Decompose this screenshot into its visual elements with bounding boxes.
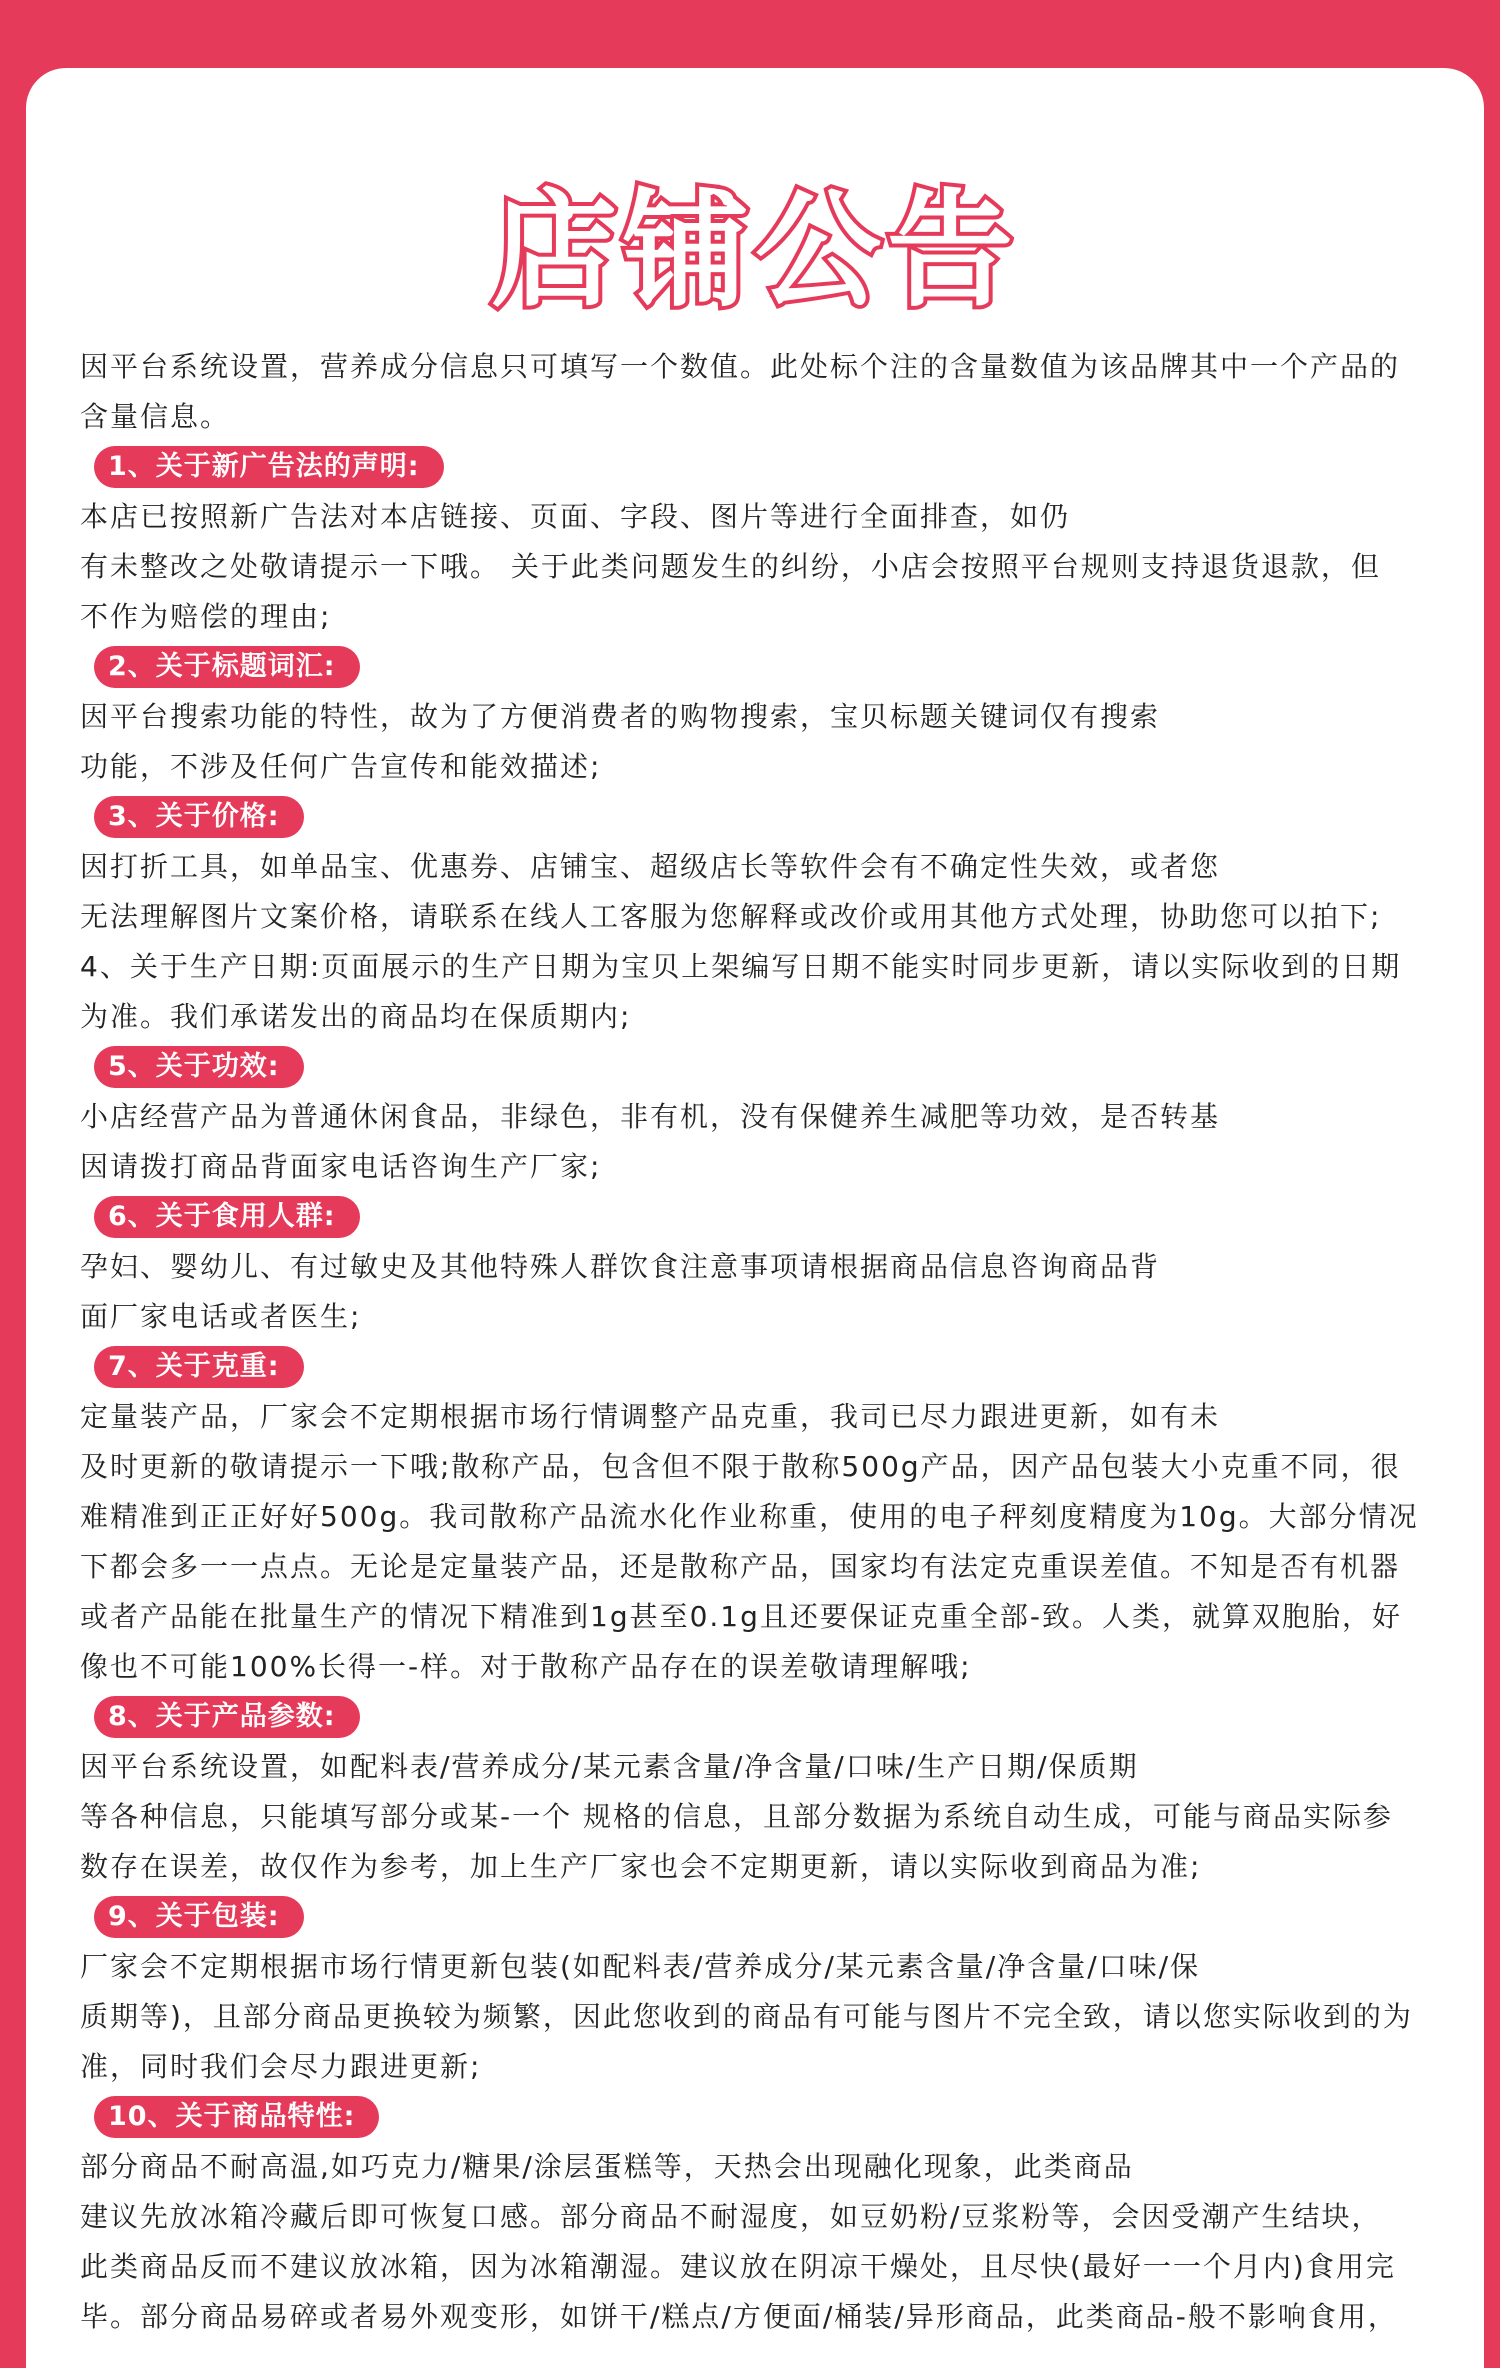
- section-line: 孕妇、婴幼儿、有过敏史及其他特殊人群饮食注意事项请根据商品信息咨询商品背: [80, 1250, 1161, 1283]
- section-line: 为准。我们承诺发出的商品均在保质期内;: [80, 1000, 632, 1033]
- section-heading: 2、关于标题词汇:: [94, 646, 360, 688]
- section-line: 等各种信息，只能填写部分或某-一个 规格的信息，且部分数据为系统自动生成，可能与商品实际参: [80, 1800, 1394, 1833]
- section-9: [80, 1892, 1460, 2092]
- section-heading: 6、关于食用人群:: [94, 1196, 360, 1238]
- section-line: 因请拨打商品背面家电话咨询生产厂家;: [80, 1150, 602, 1183]
- section-line: 数存在误差，故仅作为参考，加上生产厂家也会不定期更新，请以实际收到商品为准;: [80, 1850, 1202, 1883]
- section-line: 因平台系统设置，如配料表/营养成分/某元素含量/净含量/口味/生产日期/保质期: [80, 1750, 1139, 1783]
- section-line: 部分商品不耐高温,如巧克力/糖果/涂层蛋糕等，天热会出现融化现象，此类商品: [80, 2150, 1134, 2183]
- section-heading: 5、关于功效:: [94, 1046, 304, 1088]
- section-heading: 7、关于克重:: [94, 1346, 304, 1388]
- section-heading: 1、关于新广告法的声明:: [94, 446, 444, 488]
- section-line: 及时更新的敬请提示一下哦;散称产品，包含但不限于散称500g产品，因产品包装大小克重不同，很: [80, 1450, 1401, 1483]
- section-line: 此类商品反而不建议放冰箱，因为冰箱潮湿。建议放在阴凉干燥处，且尽快(最好一一个月内)食用完: [80, 2250, 1396, 2283]
- section-line: 像也不可能100%长得一-样。对于散称产品存在的误差敬请理解哦;: [80, 1650, 972, 1683]
- section-line: 定量装产品，厂家会不定期根据市场行情调整产品克重，我司已尽力跟进更新，如有未: [80, 1400, 1221, 1433]
- section-line: 下都会多一一点点。无论是定量装产品，还是散称产品，国家均有法定克重误差值。不知是否有机器: [80, 1550, 1401, 1583]
- section-10: [80, 2092, 1460, 2342]
- intro-line: 含量信息。: [80, 400, 231, 433]
- section-line: 建议先放冰箱冷藏后即可恢复口感。部分商品不耐湿度，如豆奶粉/豆浆粉等，会因受潮产生结块，: [80, 2200, 1382, 2233]
- section-line: 难精准到正正好好500g。我司散称产品流水化作业称重，使用的电子秤刻度精度为10g。大部分情况: [80, 1500, 1419, 1533]
- section-8: [80, 1692, 1460, 1892]
- section-7: [80, 1342, 1460, 1692]
- section-line: 4、关于生产日期:页面展示的生产日期为宝贝上架编写日期不能实时同步更新，请以实际收到的日期: [80, 950, 1402, 983]
- section-line: 小店经营产品为普通休闲食品，非绿色，非有机，没有保健养生减肥等功效，是否转基: [80, 1100, 1221, 1133]
- section-line: 因平台搜索功能的特性，故为了方便消费者的购物搜索，宝贝标题关键词仅有搜索: [80, 700, 1161, 733]
- section-line: 本店已按照新广告法对本店链接、页面、字段、图片等进行全面排查，如仍: [80, 500, 1071, 533]
- section-heading: 10、关于商品特性:: [94, 2096, 379, 2138]
- announcement-content: [80, 342, 1460, 2342]
- section-heading: 9、关于包装:: [94, 1896, 304, 1938]
- section-line: 功能，不涉及任何广告宣传和能效描述;: [80, 750, 602, 783]
- section-1: [80, 442, 1460, 642]
- page-title: 店铺公告: [491, 177, 1019, 324]
- announcement-card: [26, 68, 1484, 2368]
- section-line: 不作为赔偿的理由;: [80, 600, 332, 633]
- section-line: 或者产品能在批量生产的情况下精准到1g甚至0.1g且还要保证克重全部-致。人类，就算双胞胎，好: [80, 1600, 1402, 1633]
- section-5: [80, 1042, 1460, 1192]
- section-line: 无法理解图片文案价格，请联系在线人工客服为您解释或改价或用其他方式处理，协助您可以拍下;: [80, 900, 1382, 933]
- section-line: 毕。部分商品易碎或者易外观变形，如饼干/糕点/方便面/桶装/异形商品，此类商品-般不影响食用，: [80, 2300, 1398, 2333]
- section-3: [80, 792, 1460, 1042]
- section-line: 厂家会不定期根据市场行情更新包装(如配料表/营养成分/某元素含量/净含量/口味/保: [80, 1950, 1201, 1983]
- section-heading: 3、关于价格:: [94, 796, 304, 838]
- section-line: 面厂家电话或者医生;: [80, 1300, 362, 1333]
- section-line: 准，同时我们会尽力跟进更新;: [80, 2050, 482, 2083]
- section-line: 质期等)，且部分商品更换较为频繁，因此您收到的商品有可能与图片不完全致，请以您实际收到的为: [80, 2000, 1413, 2033]
- section-line: 因打折工具，如单品宝、优惠券、店铺宝、超级店长等软件会有不确定性失效，或者您: [80, 850, 1221, 883]
- intro-line: 因平台系统设置，营养成分信息只可填写一个数值。此处标个注的含量数值为该品牌其中一个产品的: [80, 350, 1401, 383]
- section-line: 有未整改之处敬请提示一下哦。 关于此类问题发生的纠纷，小店会按照平台规则支持退货退款，但: [80, 550, 1381, 583]
- section-2: [80, 642, 1460, 792]
- section-heading: 8、关于产品参数:: [94, 1696, 360, 1738]
- section-6: [80, 1192, 1460, 1342]
